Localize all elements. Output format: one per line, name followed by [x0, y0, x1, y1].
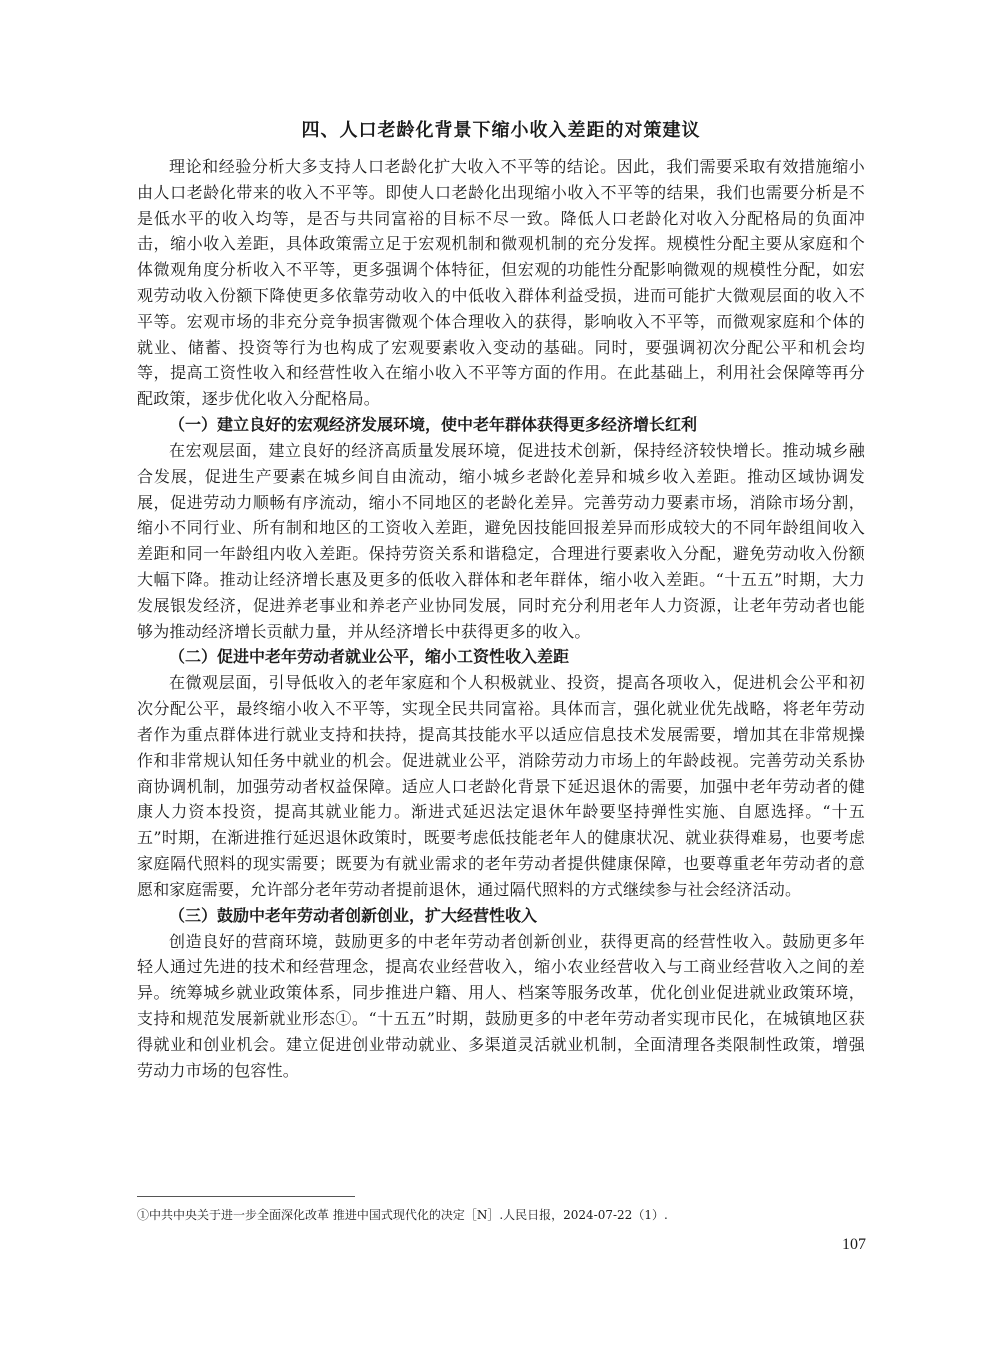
- subsection-heading-1: （一）建立良好的宏观经济发展环境，使中老年群体获得更多经济增长红利: [169, 414, 698, 434]
- footnote-divider: [137, 1196, 355, 1197]
- subsection-body-3: 创造良好的营商环境，鼓励更多的中老年劳动者创新创业，获得更高的经营性收入。鼓励更多年轻人通过先进的技术和经营理念，提高农业经营收入，缩小农业经营收入与工商业经营收入之间的差异。统筹城乡就业政策体系，同步推进户籍、用人、档案等服务改革，优化创业促进就业政策环境，支持和规范发展新就业形态①。“十五五”时期，鼓励更多的中老年劳动者实现市民化，在城镇地区获得就业和创业机会。建立促进创业带动就业、多渠道灵活就业机制，全面清理各类限制性政策，增强劳动力市场的包容性。: [137, 931, 865, 1080]
- subsection-heading-2: （二）促进中老年劳动者就业公平，缩小工资性收入差距: [169, 647, 570, 667]
- subsection-body-1: 在宏观层面，建立良好的经济高质量发展环境，促进技术创新，保持经济较快增长。推动城乡融合发展，促进生产要素在城乡间自由流动，缩小城乡老龄化差异和城乡收入差距。推动区域协调发展，促进劳动力顺畅有序流动，缩小不同地区的老龄化差异。完善劳动力要素市场，消除市场分割，缩小不同行业、所有制和地区的工资收入差距，避免因技能回报差异而形成较大的不同年龄组间收入差距和同一年龄组内收入差距。保持劳资关系和谐稳定，合理进行要素收入分配，避免劳动收入份额大幅下降。推动让经济增长惠及更多的低收入群体和老年群体，缩小收入差距。“十五五”时期，大力发展银发经济，促进养老事业和养老产业协同发展，同时充分利用老年人力资源，让老年劳动者也能够为推动经济增长贡献力量，并从经济增长中获得更多的收入。: [137, 440, 865, 641]
- subsection-body-2: 在微观层面，引导低收入的老年家庭和个人积极就业、投资，提高各项收入，促进机会公平和初次分配公平，最终缩小收入不平等，实现全民共同富裕。具体而言，强化就业优先战略，将老年劳动者作为重点群体进行就业支持和扶持，提高其技能水平以适应信息技术发展需要，增加其在非常规操作和非常规认知任务中就业的机会。促进就业公平，消除劳动力市场上的年龄歧视。完善劳动关系协商协调机制，加强劳动者权益保障。适应人口老龄化背景下延迟退休的需要，加强中老年劳动者的健康人力资本投资，提高其就业能力。渐进式延迟法定退休年龄要坚持弹性实施、自愿选择。“十五五”时期，在渐进推行延迟退休政策时，既要考虑低技能老年人的健康状况、就业获得难易，也要考虑家庭隔代照料的现实需要；既要为有就业需求的老年劳动者提供健康保障，也要尊重老年劳动者的意愿和家庭需要，允许部分老年劳动者提前退休，通过隔代照料的方式继续参与社会经济活动。: [137, 673, 865, 899]
- intro-paragraph: 理论和经验分析大多支持人口老龄化扩大收入不平等的结论。因此，我们需要采取有效措施缩小由人口老龄化带来的收入不平等。即使人口老龄化出现缩小收入不平等的结果，我们也需要分析是不是低水平的收入均等，是否与共同富裕的目标不尽一致。降低人口老龄化对收入分配格局的负面冲击，缩小收入差距，具体政策需立足于宏观机制和微观机制的充分发挥。规模性分配主要从家庭和个体微观角度分析收入不平等，更多强调个体特征，但宏观的功能性分配影响微观的规模性分配，如宏观劳动收入份额下降使更多依靠劳动收入的中低收入群体利益受损，进而可能扩大微观层面的收入不平等。宏观市场的非充分竞争损害微观个体合理收入的获得，影响收入不平等，而微观家庭和个体的就业、储蓄、投资等行为也构成了宏观要素收入变动的基础。同时，要强调初次分配公平和机会均等，提高工资性收入和经营性收入在缩小收入不平等方面的作用。在此基础上，利用社会保障等再分配政策，逐步优化收入分配格局。: [137, 157, 865, 409]
- article-body: [137, 118, 865, 1083]
- page-number: 107: [842, 1236, 866, 1253]
- footnote: ①中共中央关于进一步全面深化改革 推进中国式现代化的决定［N］.人民日报，2024-07-22（1）.: [137, 1208, 668, 1222]
- subsection-heading-3: （三）鼓励中老年劳动者创新创业，扩大经营性收入: [169, 905, 538, 925]
- section-title: 四、人口老龄化背景下缩小收入差距的对策建议: [301, 120, 701, 141]
